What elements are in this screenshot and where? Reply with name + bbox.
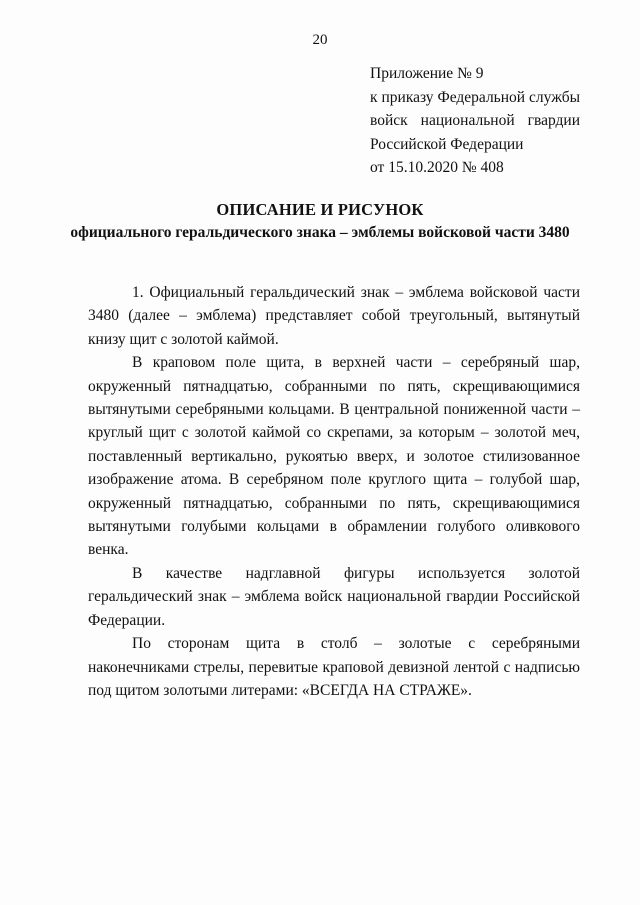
appendix-line: от 15.10.2020 № 408 [370,159,504,176]
appendix-line: войск национальной гвардии [370,112,580,129]
appendix-line: Приложение № 9 [370,65,484,82]
body-paragraph: В качестве надглавной фигуры используется золотой геральдический знак – эмблема войск национальной гвардии Российской Федерации. [88,564,580,629]
page-number: 20 [312,32,328,48]
appendix-block [370,62,580,180]
appendix-line: Российской Федерации [370,135,524,153]
body-paragraph: В краповом поле щита, в верхней части – серебряный шар, окруженный пятнадцатью, собранными по пять, скрещивающимися вытянутыми серебряными кольцами. В центральной пониженной части – круглый щит с золотой каймой со скрепами, за которым – золотой меч, поставленный вертикально, рукоятью вверх, и золотое стилизованное изображение атома. В серебряном поле круглого щита – голубой шар, окруженный пятнадцатью, собранными по пять, скрещивающимися вытянутыми голубыми кольцами в обрамлении голубого оливкового венка. [88,354,580,559]
body-paragraph: 1. Официальный геральдический знак – эмблема войсковой части 3480 (далее – эмблема) представляет собой треугольный, вытянутый книзу щит с золотой каймой. [88,284,580,348]
document-title: ОПИСАНИЕ И РИСУНОК [216,200,424,219]
document-body [88,281,580,702]
document-subtitle: официального геральдического знака – эмблемы войсковой части 3480 [70,224,570,241]
appendix-line: к приказу Федеральной службы [370,88,580,106]
body-paragraph: По сторонам щита в столб – золотые с серебряными наконечниками стрелы, перевитые краповой девизной лентой с надписью под щитом золотыми литерами: «ВСЕГДА НА СТРАЖЕ». [88,635,580,699]
